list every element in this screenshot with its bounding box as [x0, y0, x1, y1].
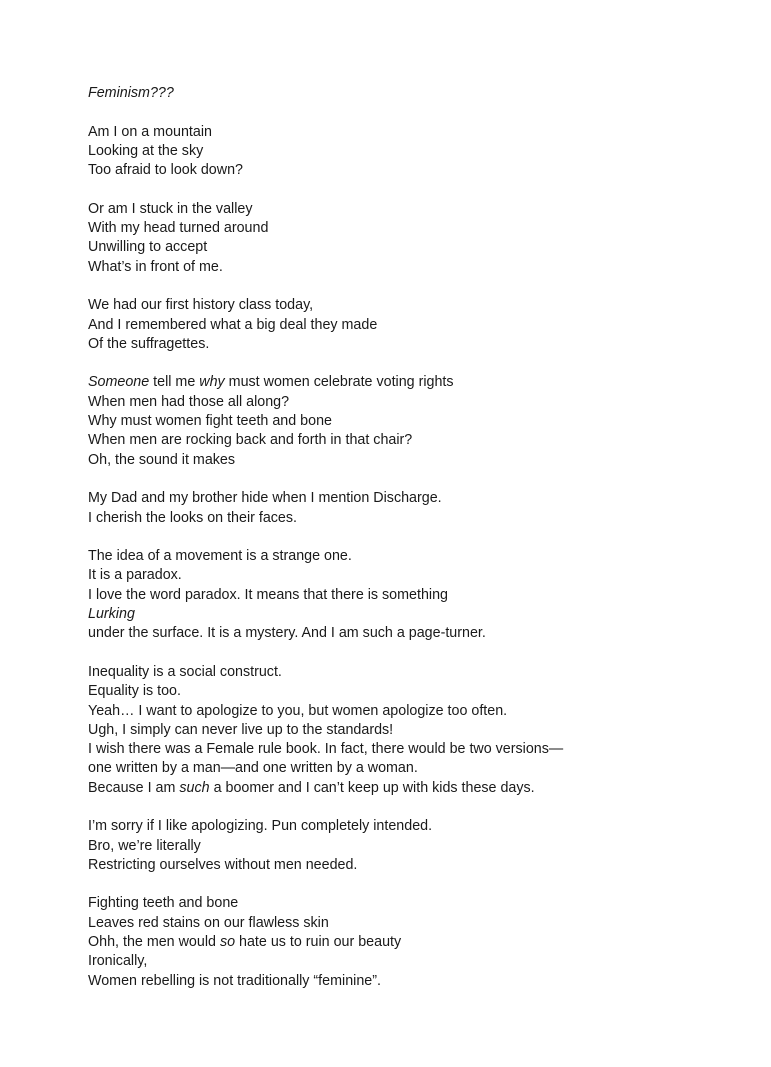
- poem-line: I cherish the looks on their faces.: [88, 509, 298, 526]
- poem-line: I’m sorry if I like apologizing. Pun completely intended.: [88, 818, 433, 835]
- poem-line: Equality is too.: [88, 683, 181, 700]
- poem-line: When men are rocking back and forth in that chair?: [88, 432, 413, 449]
- italic-text: Lurking: [88, 606, 135, 623]
- stanza: [88, 489, 728, 528]
- poem-line: What’s in front of me.: [88, 258, 223, 275]
- stanza: [88, 373, 728, 469]
- poem-line: Inequality is a social construct.: [88, 663, 282, 680]
- poem-line: And I remembered what a big deal they made: [88, 316, 378, 333]
- text-segment: Ohh, the men would: [88, 934, 220, 951]
- poem-line: Yeah… I want to apologize to you, but women apologize too often.: [88, 702, 508, 719]
- poem-line: When men had those all along?: [88, 393, 290, 410]
- poem-line: I wish there was a Female rule book. In fact, there would be two versions—: [88, 741, 564, 758]
- poem-line: Ironically,: [88, 953, 148, 970]
- poem-line: Looking at the sky: [88, 142, 204, 159]
- poem-line: With my head turned around: [88, 220, 269, 237]
- poem-body: [88, 84, 728, 1010]
- poem-stanzas: [88, 123, 728, 991]
- poem-line: Am I on a mountain: [88, 123, 212, 140]
- poem-line: Why must women fight teeth and bone: [88, 413, 332, 430]
- poem-line: one written by a man—and one written by a woman.: [88, 760, 418, 777]
- stanza: [88, 547, 728, 643]
- stanza: [88, 123, 728, 181]
- poem-line: [88, 605, 728, 624]
- poem-line: Leaves red stains on our flawless skin: [88, 914, 329, 931]
- poem-line: under the surface. It is a mystery. And I am such a page-turner.: [88, 625, 486, 642]
- poem-line: Fighting teeth and bone: [88, 895, 239, 912]
- poem-line: It is a paradox.: [88, 567, 182, 584]
- poem-line: Of the suffragettes.: [88, 335, 210, 352]
- italic-text: why: [199, 374, 225, 391]
- italic-text: Someone: [88, 374, 150, 391]
- italic-text: so: [219, 934, 236, 951]
- text-segment: hate us to ruin our beauty: [235, 934, 402, 951]
- poem-line: My Dad and my brother hide when I mention Discharge.: [88, 490, 442, 507]
- poem-line: Restricting ourselves without men needed.: [88, 856, 358, 873]
- stanza: [88, 894, 728, 990]
- poem-line: Oh, the sound it makes: [88, 451, 236, 468]
- poem-line: The idea of a movement is a strange one.: [88, 548, 352, 565]
- poem-line: Unwilling to accept: [88, 239, 208, 256]
- text-segment: must women celebrate voting rights: [224, 374, 454, 391]
- poem-line: We had our first history class today,: [88, 297, 314, 314]
- text-segment: Because I am: [88, 779, 180, 796]
- poem-line: Bro, we’re literally: [88, 837, 201, 854]
- poem-line: [88, 933, 728, 952]
- poem-title: Feminism???: [88, 85, 174, 101]
- poem-line: [88, 373, 728, 392]
- italic-text: such: [179, 779, 210, 796]
- stanza: [88, 817, 728, 875]
- text-segment: a boomer and I can’t keep up with kids these days.: [209, 779, 535, 796]
- poem-line: I love the word paradox. It means that there is something: [88, 586, 448, 603]
- stanza: [88, 296, 728, 354]
- poem-line: [88, 779, 728, 798]
- stanza: [88, 663, 728, 798]
- poem-line: Ugh, I simply can never live up to the standards!: [88, 721, 394, 738]
- poem-line: Women rebelling is not traditionally “feminine”.: [88, 972, 381, 989]
- poem-line: Or am I stuck in the valley: [88, 200, 253, 217]
- text-segment: tell me: [149, 374, 200, 391]
- poem-line: Too afraid to look down?: [88, 162, 243, 179]
- stanza: [88, 200, 728, 277]
